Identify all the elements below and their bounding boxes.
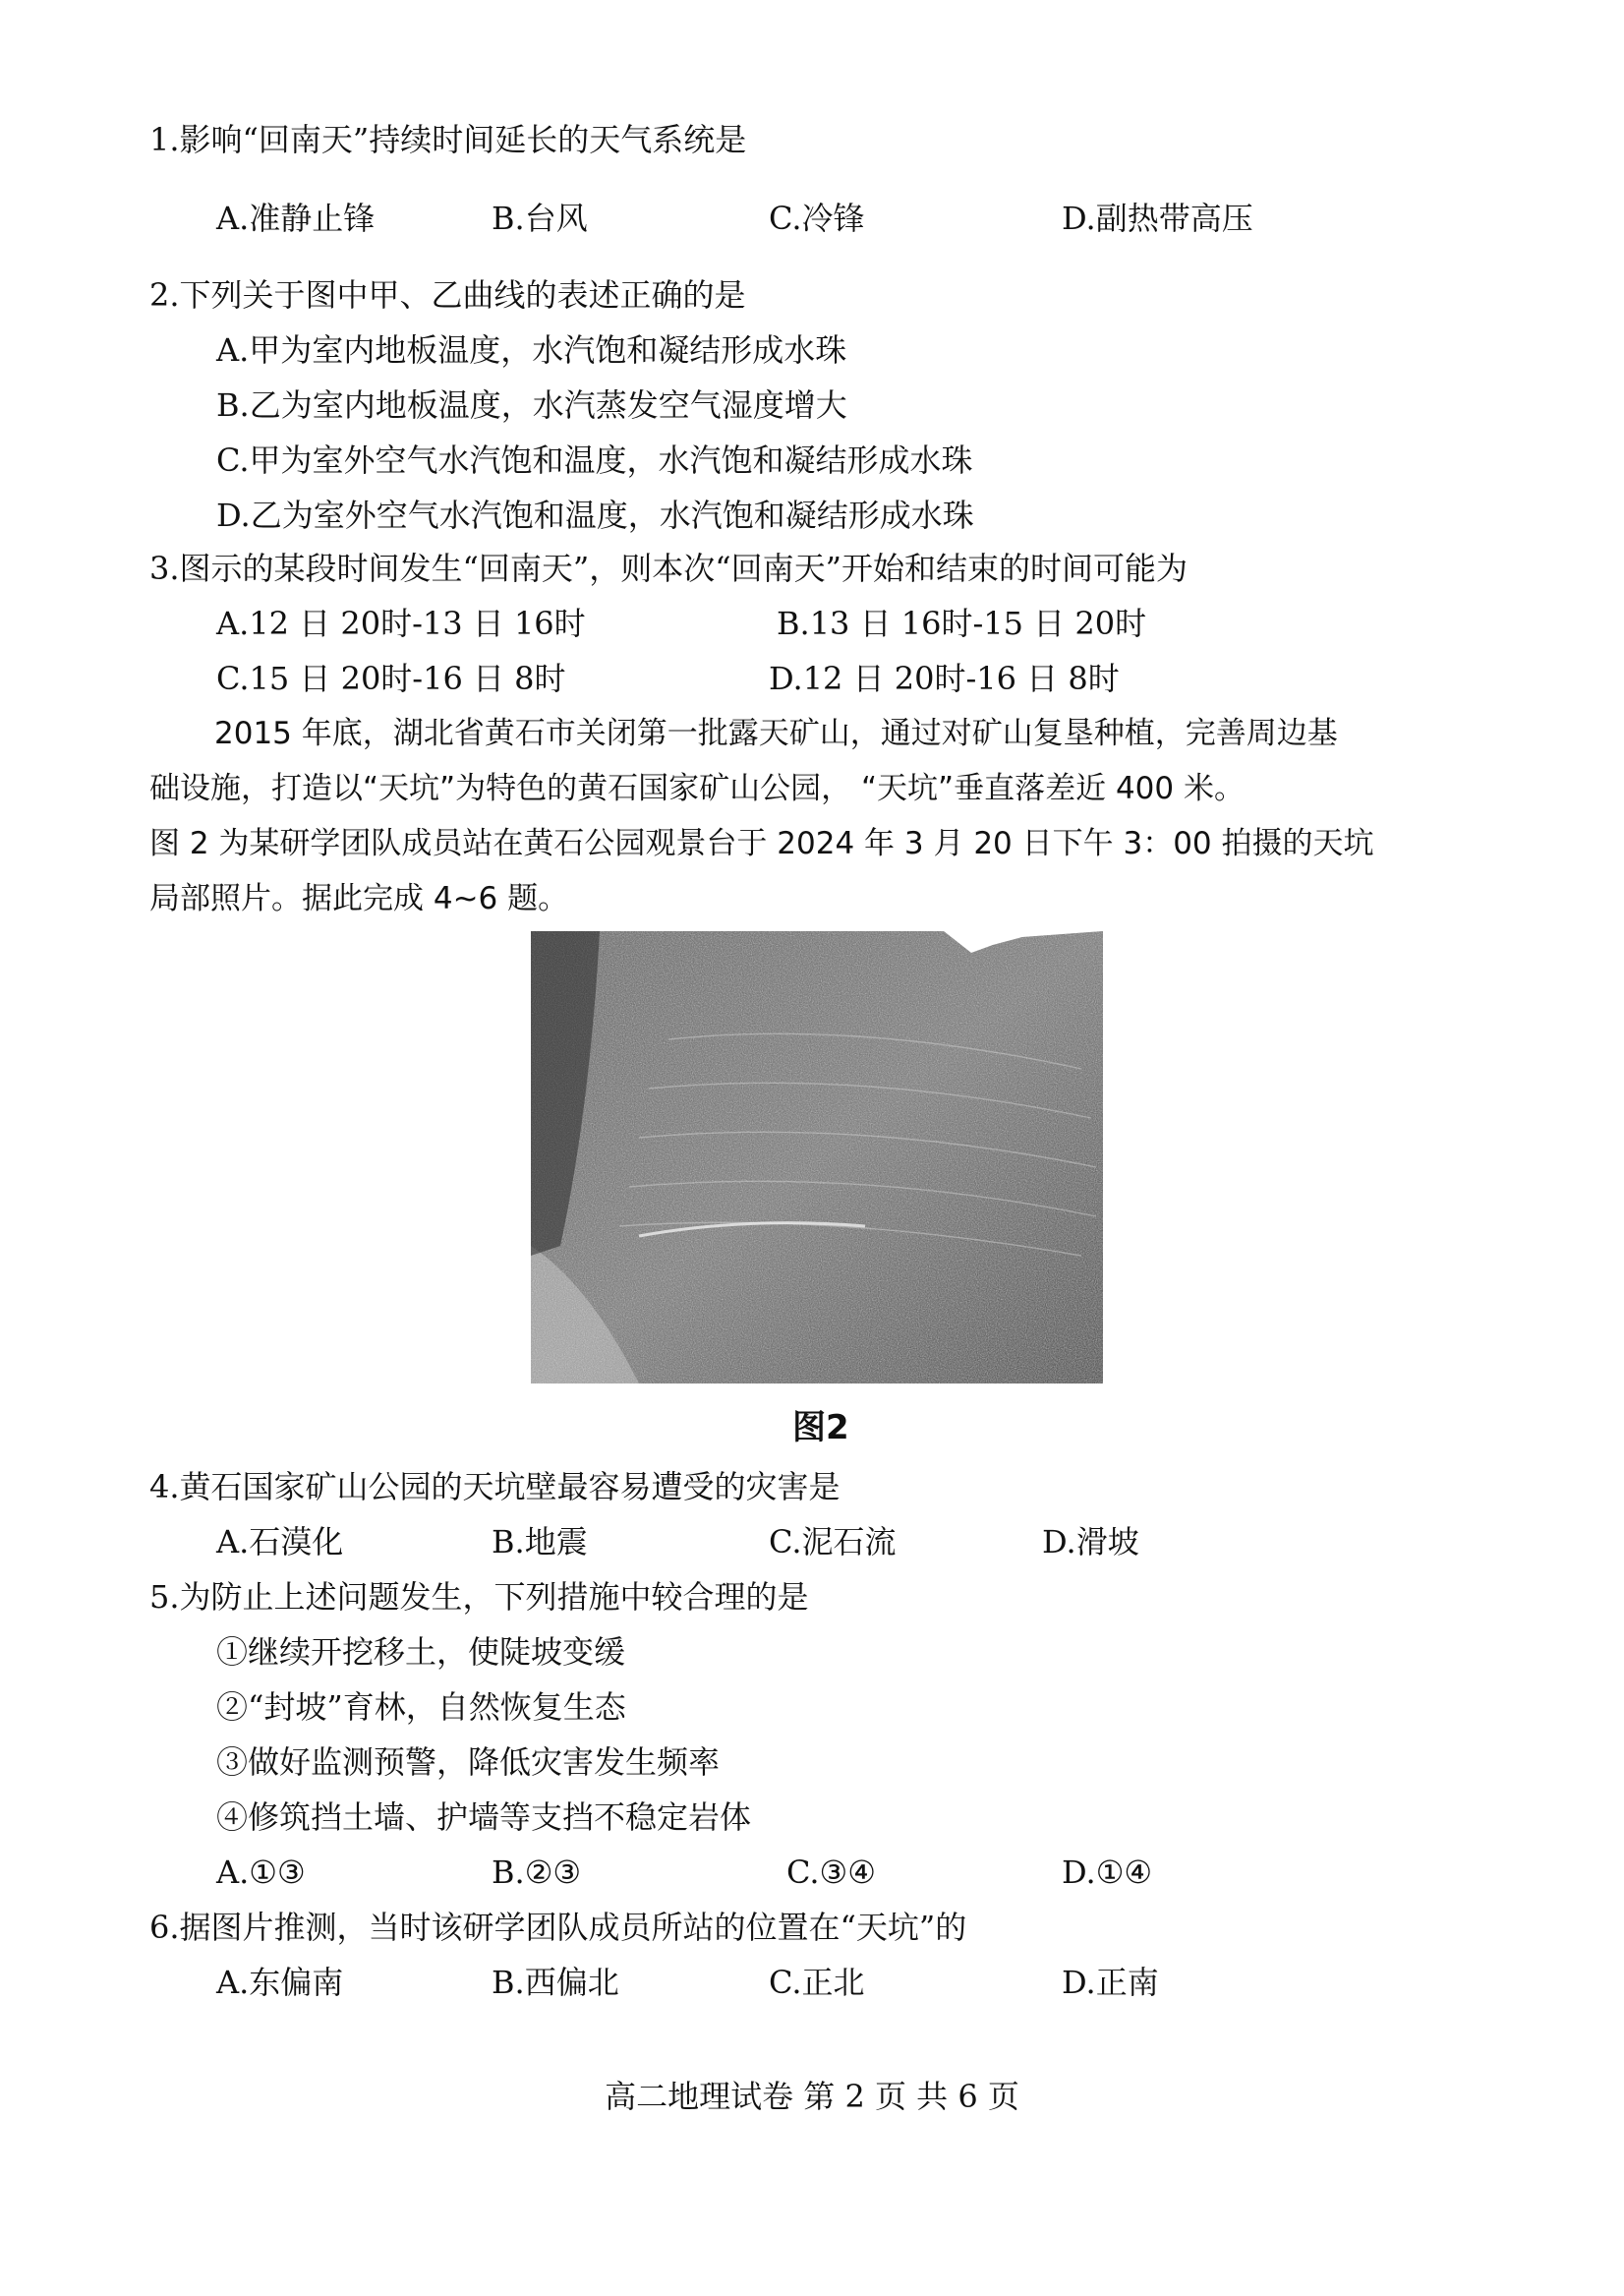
q4-option-d: D.滑坡 <box>1042 1523 1139 1560</box>
q1-option-c: C.冷锋 <box>769 200 865 237</box>
q1-option-d: D.副热带高压 <box>1062 200 1253 237</box>
q4-stem: 4.黄石国家矿山公园的天坑壁最容易遭受的灾害是 <box>149 1468 841 1505</box>
q4-option-b: B.地震 <box>492 1523 588 1560</box>
q5-item-4: ④修筑挡土墙、护墙等支挡不稳定岩体 <box>216 1798 752 1836</box>
q4-option-a: A.石漠化 <box>216 1523 344 1560</box>
q3-stem: 3.图示的某段时间发生“回南天”，则本次“回南天”开始和结束的时间可能为 <box>149 550 1188 587</box>
q2-option-a: A.甲为室内地板温度，水汽饱和凝结形成水珠 <box>216 331 847 369</box>
q5-option-a: A.①③ <box>216 1854 306 1891</box>
q2-option-c: C.甲为室外空气水汽饱和温度，水汽饱和凝结形成水珠 <box>216 442 973 479</box>
q6-option-a: A.东偏南 <box>216 1964 344 2001</box>
q3-option-c: C.15 日 20时-16 日 8时 <box>216 660 566 697</box>
q6-option-b: B.西偏北 <box>492 1964 619 2001</box>
q5-item-1: ①继续开挖移土，使陡坡变缓 <box>216 1633 626 1671</box>
q6-option-d: D.正南 <box>1062 1964 1159 2001</box>
q2-stem: 2.下列关于图中甲、乙曲线的表述正确的是 <box>149 276 746 314</box>
sinkhole-photo <box>531 931 1103 1383</box>
q5-item-3: ③做好监测预警，降低灾害发生频率 <box>216 1743 721 1781</box>
figure-caption: 图2 <box>792 1408 849 1447</box>
q6-option-c: C.正北 <box>769 1964 865 2001</box>
passage-line-1: 2015 年底，湖北省黄石市关闭第一批露天矿山，通过对矿山复垦种植，完善周边基 <box>214 716 1338 751</box>
q5-option-b: B.②③ <box>492 1854 582 1891</box>
q5-stem: 5.为防止上述问题发生，下列措施中较合理的是 <box>149 1578 809 1616</box>
q2-option-b: B.乙为室内地板温度，水汽蒸发空气湿度增大 <box>216 386 847 424</box>
q1-stem: 1.影响“回南天”持续时间延长的天气系统是 <box>149 121 747 158</box>
q3-option-a: A.12 日 20时-13 日 16时 <box>216 605 586 642</box>
q3-option-d: D.12 日 20时-16 日 8时 <box>769 660 1120 697</box>
q1-option-a: A.准静止锋 <box>216 200 376 237</box>
passage-line-2: 础设施，打造以“天坑”为特色的黄石国家矿山公园， “天坑”垂直落差近 400 米。 <box>149 771 1245 806</box>
q3-option-b: B.13 日 16时-15 日 20时 <box>777 605 1147 642</box>
passage-line-4: 局部照片。据此完成 4~6 题。 <box>149 881 569 916</box>
q5-item-2: ②“封坡”育林，自然恢复生态 <box>216 1688 626 1726</box>
q5-option-c: C.③④ <box>786 1854 876 1891</box>
page-footer: 高二地理试卷 第 2 页 共 6 页 <box>605 2078 1019 2115</box>
q4-option-c: C.泥石流 <box>769 1523 897 1560</box>
q1-option-b: B.台风 <box>492 200 588 237</box>
q2-option-d: D.乙为室外空气水汽饱和温度，水汽饱和凝结形成水珠 <box>216 497 974 534</box>
q5-option-d: D.①④ <box>1062 1854 1153 1891</box>
q6-stem: 6.据图片推测，当时该研学团队成员所站的位置在“天坑”的 <box>149 1909 967 1946</box>
passage-line-3: 图 2 为某研学团队成员站在黄石公园观景台于 2024 年 3 月 20 日下午 3：00 拍摄的天坑 <box>149 826 1374 861</box>
